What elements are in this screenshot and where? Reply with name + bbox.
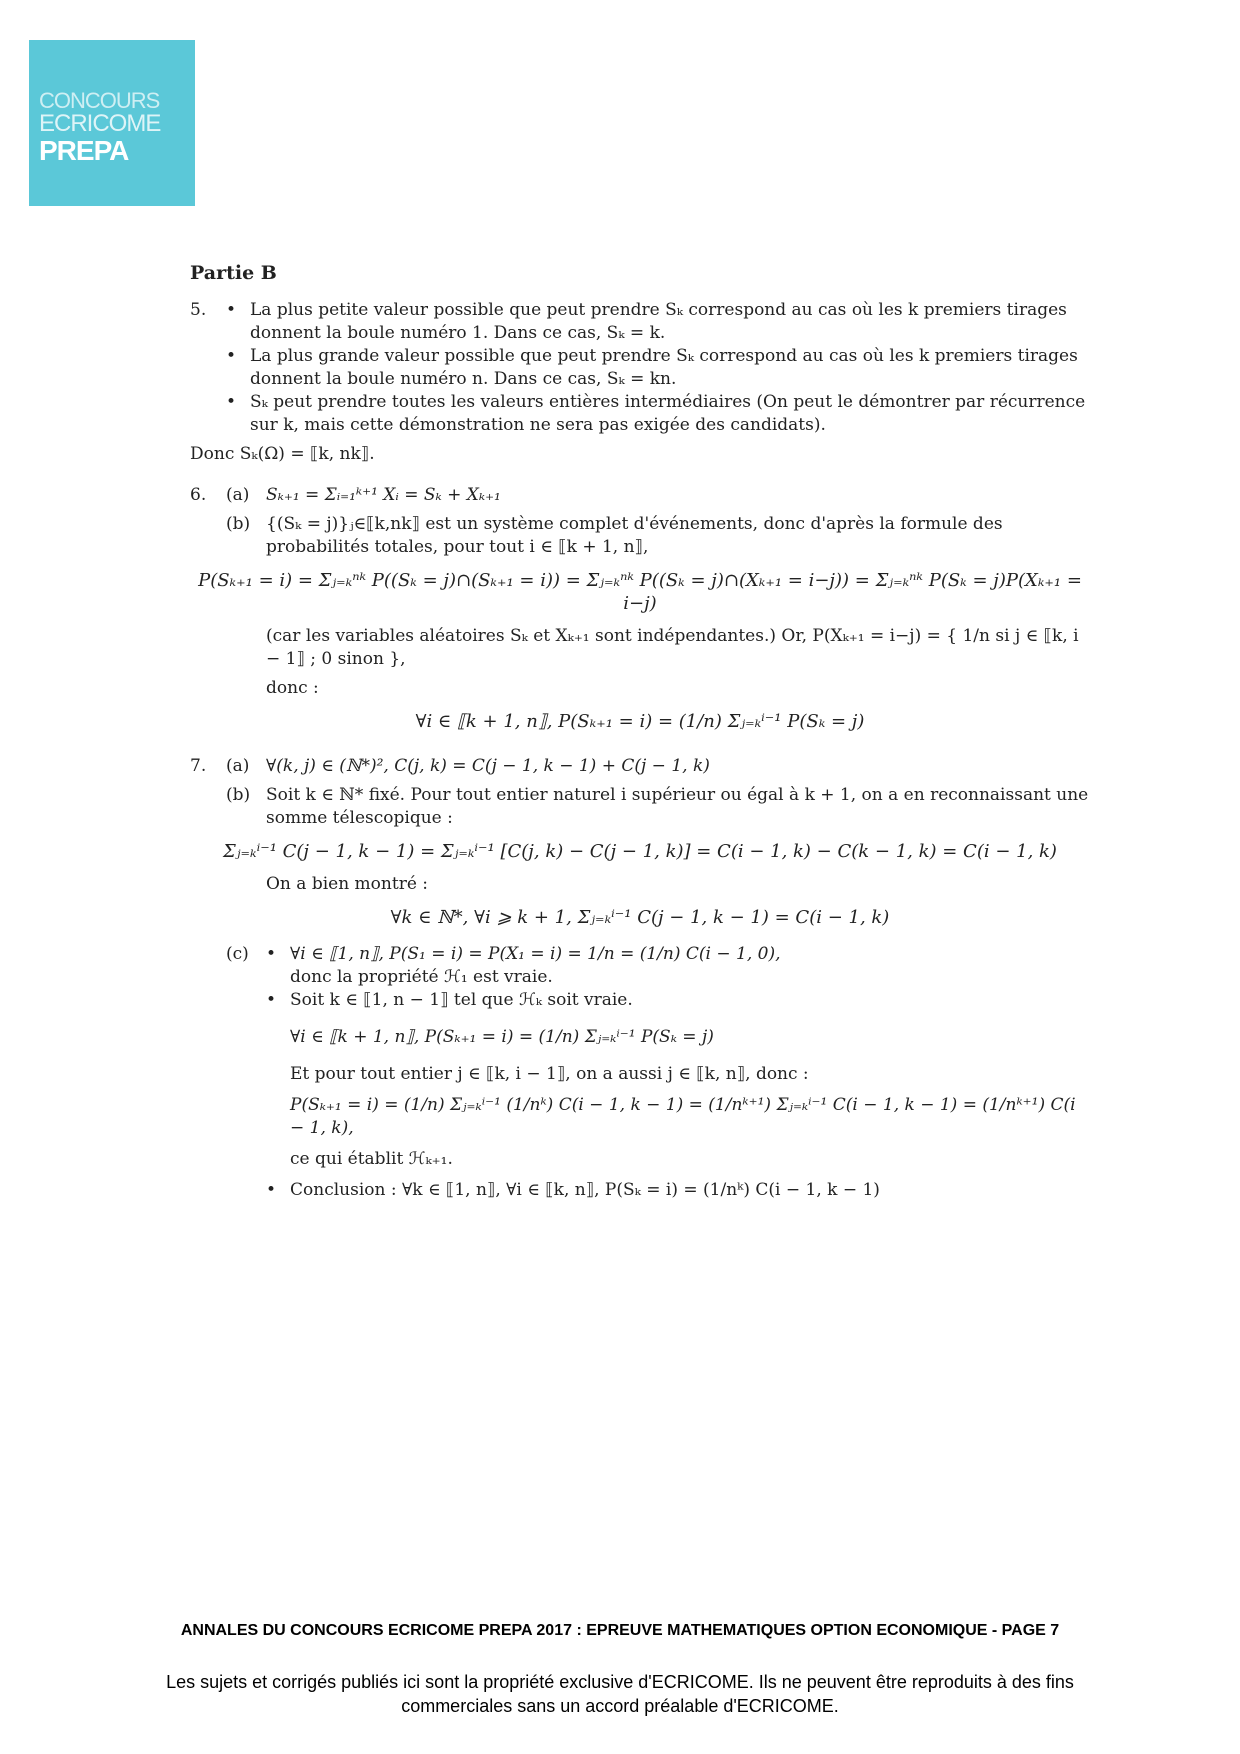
q7a-equation: ∀(k, j) ∈ (ℕ*)², C(j, k) = C(j − 1, k − 1) + C(j − 1, k) xyxy=(266,756,710,776)
q7b-result: ∀k ∈ ℕ*, ∀i ⩾ k + 1, Σⱼ₌ₖⁱ⁻¹ C(j − 1, k − 1) = C(i − 1, k) xyxy=(390,907,890,928)
logo-line-concours: CONCOURS xyxy=(39,88,160,113)
q5-bullet-1: La plus petite valeur possible que peut prendre Sₖ correspond au cas où les k premiers tirages donnent la boule numéro 1. Dans ce cas, Sₖ = k. xyxy=(250,300,1067,343)
q6b-equation: P(Sₖ₊₁ = i) = Σⱼ₌ₖⁿᵏ P((Sₖ = j)∩(Sₖ₊₁ = i)) = Σⱼ₌ₖⁿᵏ P((Sₖ = j)∩(Xₖ₊₁ = i−j)) = Σⱼ₌ₖⁿᵏ P(Sₖ = j)P(Xₖ₊₁ = i−j) xyxy=(198,570,1082,614)
section-heading: Partie B xyxy=(190,262,277,284)
q7c-establishes: ce qui établit ℋₖ₊₁. xyxy=(290,1149,453,1169)
bullet-icon: • xyxy=(266,990,277,1010)
q7c-bullet-1b: donc la propriété ℋ₁ est vraie. xyxy=(290,967,553,987)
document-body xyxy=(190,262,1090,1208)
footer-title: ANNALES DU CONCOURS ECRICOME PREPA 2017 : EPREUVE MATHEMATIQUES OPTION ECONOMIQUE - PAGE 7 xyxy=(180,1622,1060,1639)
question-6b xyxy=(190,513,1090,559)
sub-label: (c) xyxy=(226,944,249,964)
q7c-bullet-1: ∀i ∈ ⟦1, n⟧, P(S₁ = i) = P(X₁ = i) = 1/n = (1/n) C(i − 1, 0), xyxy=(290,944,781,964)
question-7c xyxy=(190,943,1090,1202)
q7c-text: Et pour tout entier j ∈ ⟦k, i − 1⟧, on a aussi j ∈ ⟦k, n⟧, donc : xyxy=(290,1064,809,1084)
footer-notice xyxy=(0,1670,1240,1718)
q5-bullet-2: La plus grande valeur possible que peut prendre Sₖ correspond au cas où les k premiers tirages donnent la boule numéro n. Dans ce cas, Sₖ = kn. xyxy=(250,346,1078,389)
question-number: 5. xyxy=(190,300,207,320)
question-number: 6. xyxy=(190,485,207,505)
footer-notice-text: Les sujets et corrigés publiés ici sont la propriété exclusive d'ECRICOME. Ils ne peuvent être reproduits à des fins commerciales sans un accord préalable d'ECRICOME. xyxy=(166,1672,1074,1716)
q7c-equation-2: P(Sₖ₊₁ = i) = (1/n) Σⱼ₌ₖⁱ⁻¹ (1/nᵏ) C(i − 1, k − 1) = (1/nᵏ⁺¹) Σⱼ₌ₖⁱ⁻¹ C(i − 1, k − 1) = (1/nᵏ⁺¹) C(i − 1, k), xyxy=(290,1095,1076,1138)
question-6a xyxy=(190,484,1090,507)
bullet-icon: • xyxy=(266,1180,277,1200)
q6b-text-2: (car les variables aléatoires Sₖ et Xₖ₊₁ sont indépendantes.) Or, P(Xₖ₊₁ = i−j) = { 1/n si j ∈ ⟦k, i − 1⟧ ; 0 sinon }, xyxy=(266,626,1079,669)
sub-label: (a) xyxy=(226,756,250,776)
q6b-result: ∀i ∈ ⟦k + 1, n⟧, P(Sₖ₊₁ = i) = (1/n) Σⱼ₌ₖⁱ⁻¹ P(Sₖ = j) xyxy=(415,711,865,732)
q7b-equation: Σⱼ₌ₖⁱ⁻¹ C(j − 1, k − 1) = Σⱼ₌ₖⁱ⁻¹ [C(j, k) − C(j − 1, k)] = C(i − 1, k) − C(k − 1, k) = C(i − 1, k) xyxy=(223,841,1057,862)
q7b-shown: On a bien montré : xyxy=(266,874,429,894)
q7b-text: Soit k ∈ ℕ* fixé. Pour tout entier naturel i supérieur ou égal à k + 1, on a en reconnaissant une somme télescopique : xyxy=(266,785,1089,828)
q7c-conclusion: Conclusion : ∀k ∈ ⟦1, n⟧, ∀i ∈ ⟦k, n⟧, P(Sₖ = i) = (1/nᵏ) C(i − 1, k − 1) xyxy=(290,1180,880,1200)
q6b-donc: donc : xyxy=(266,678,319,698)
bullet-icon: • xyxy=(226,300,237,320)
q5-conclusion: Donc Sₖ(Ω) = ⟦k, nk⟧. xyxy=(190,444,375,464)
q7c-equation-1: ∀i ∈ ⟦k + 1, n⟧, P(Sₖ₊₁ = i) = (1/n) Σⱼ₌ₖⁱ⁻¹ P(Sₖ = j) xyxy=(290,1027,714,1047)
logo-line-ecricome: ECRICOME xyxy=(39,110,161,137)
bullet-icon: • xyxy=(266,944,277,964)
question-number: 7. xyxy=(190,756,207,776)
question-7b xyxy=(190,784,1090,830)
bullet-icon: • xyxy=(226,392,237,412)
q5-bullet-3: Sₖ peut prendre toutes les valeurs entières intermédiaires (On peut le démontrer par récurrence sur k, mais cette démonstration ne sera pas exigée des candidats). xyxy=(250,392,1086,435)
question-7a xyxy=(190,755,1090,778)
ecricome-logo xyxy=(29,40,195,206)
bullet-icon: • xyxy=(226,346,237,366)
q6b-text: {(Sₖ = j)}ⱼ∈⟦k,nk⟧ est un système complet d'événements, donc d'après la formule des probabilités totales, pour tout i ∈ ⟦k + 1, n⟧, xyxy=(266,514,1003,557)
sub-label: (b) xyxy=(226,514,251,534)
q6a-equation: Sₖ₊₁ = Σᵢ₌₁ᵏ⁺¹ Xᵢ = Sₖ + Xₖ₊₁ xyxy=(266,485,501,505)
logo-line-prepa: PREPA xyxy=(39,135,129,166)
q7c-bullet-2: Soit k ∈ ⟦1, n − 1⟧ tel que ℋₖ soit vraie. xyxy=(290,990,633,1010)
sub-label: (b) xyxy=(226,785,251,805)
sub-label: (a) xyxy=(226,485,250,505)
question-5 xyxy=(190,299,1090,437)
